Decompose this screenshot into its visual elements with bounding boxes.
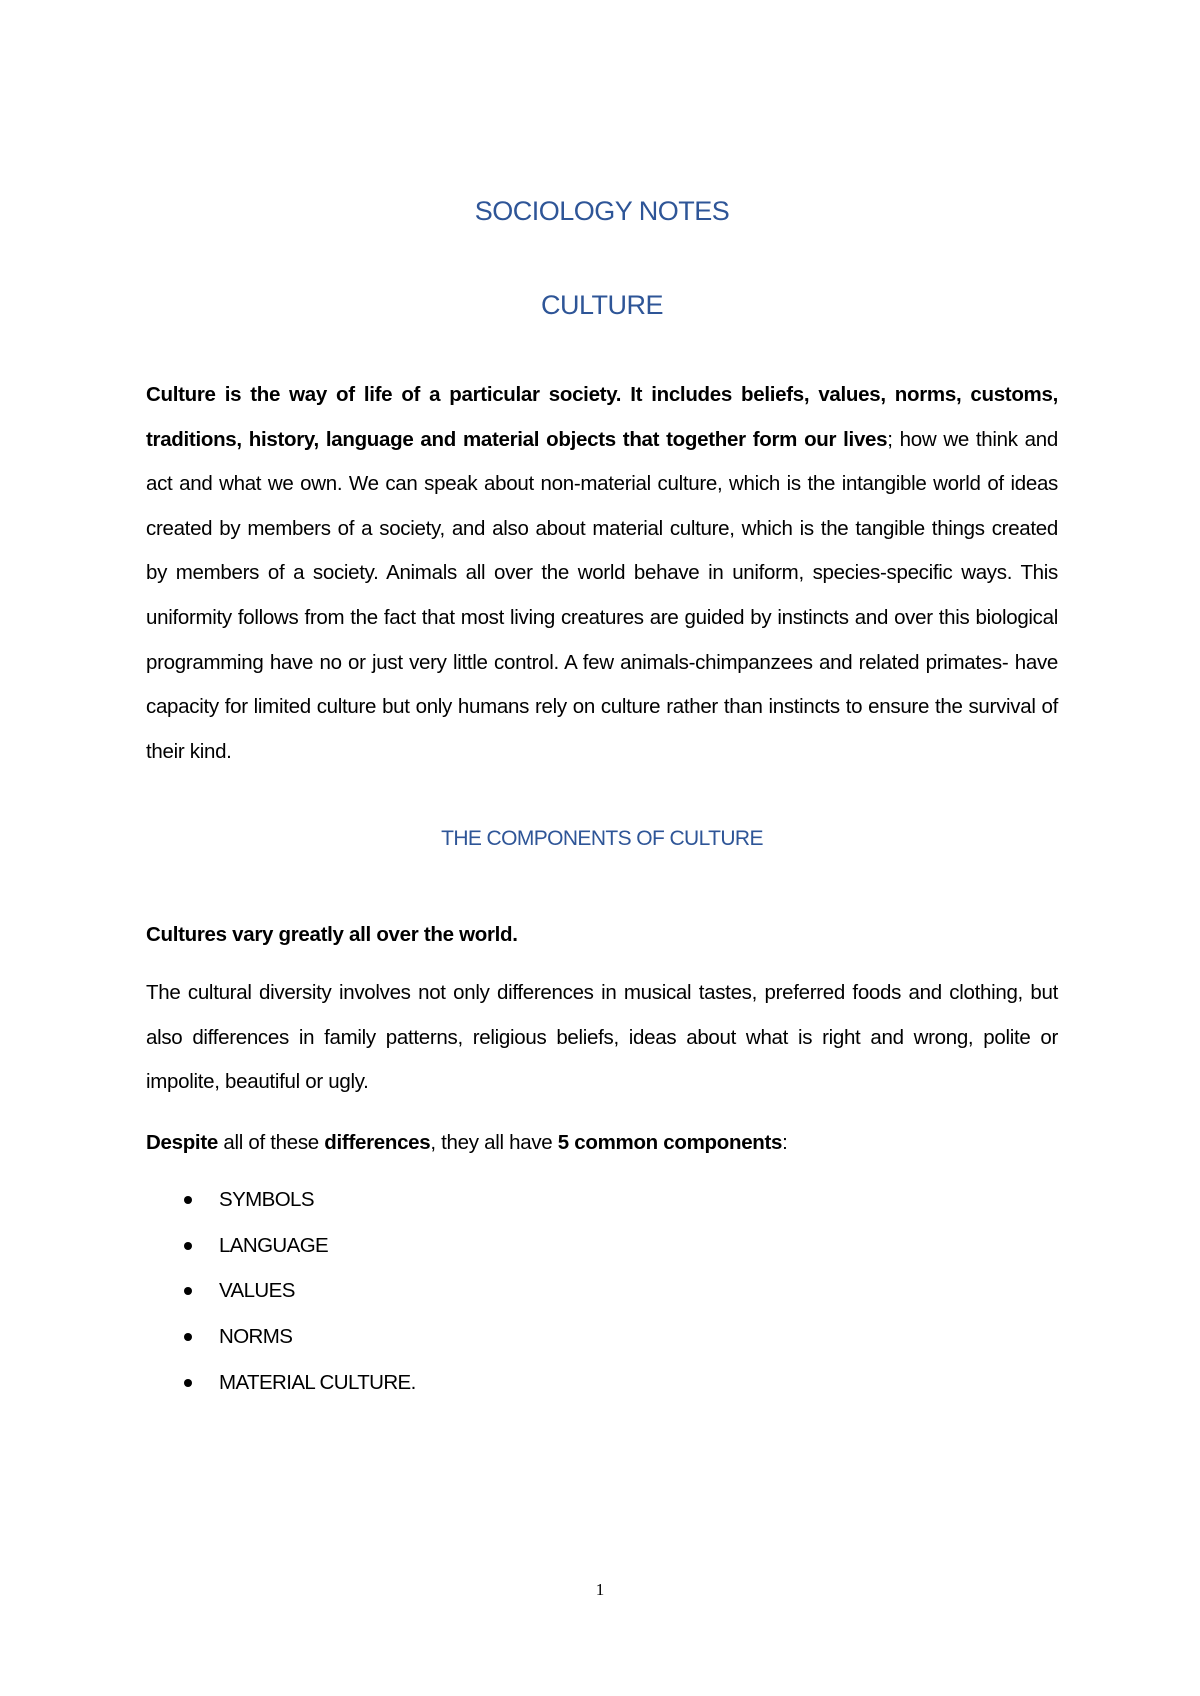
components-intro-part4: , they all have: [430, 1131, 558, 1154]
list-item: [146, 1177, 416, 1223]
intro-rest: ; how we think and act and what we own. We can speak about non-material culture, which is the intangible world of ideas created by members of a society, and also about material culture, which is the tangible things created by members of a society. Animals all over the world behave in uniform, species-specific ways. This uniformity follows from the fact that most living creatures are guided by instincts and over this biological programming have no or just very little control. A few animals-chimpanzees and related primates- have capacity for limited culture but only humans rely on culture rather than instincts to ensure the survival of their kind.: [146, 427, 1058, 763]
components-intro-part2: all of these: [217, 1131, 325, 1154]
lead-statement: Cultures vary greatly all over the world.: [146, 923, 518, 946]
bullet-icon: [184, 1287, 192, 1295]
document-subtitle: CULTURE: [540, 290, 663, 320]
list-item-label: LANGUAGE: [219, 1233, 329, 1257]
list-item-label: SYMBOLS: [219, 1188, 314, 1211]
list-item-label: NORMS: [219, 1325, 293, 1349]
list-item-label: VALUES: [219, 1279, 295, 1303]
components-intro-part1: Despite: [146, 1131, 218, 1154]
intro-bold-lead: Culture is the way of life of a particular society. It includes beliefs, values, norms, customs, traditions, history, language and material objects that together form our lives: [146, 383, 1058, 451]
components-intro-part5: 5 common components: [557, 1131, 783, 1154]
bullet-icon: [184, 1379, 192, 1387]
bullet-icon: [184, 1333, 192, 1341]
bullet-icon: [184, 1242, 192, 1250]
list-item: [146, 1314, 416, 1360]
list-item: [146, 1360, 416, 1406]
section-heading: THE COMPONENTS OF CULTURE: [441, 827, 763, 850]
intro-paragraph: [146, 373, 1058, 774]
bullet-icon: [184, 1196, 192, 1204]
page-number: 1: [595, 1580, 605, 1599]
document-title: SOCIOLOGY NOTES: [474, 196, 730, 226]
components-intro: [146, 1121, 1058, 1166]
list-item: [146, 1268, 416, 1314]
list-item: [146, 1223, 416, 1269]
diversity-paragraph: The cultural diversity involves not only differences in musical tastes, preferred foods and clothing, but also differences in family patterns, religious beliefs, ideas about what is right and wrong, polite or impolite, beautiful or ugly.: [146, 981, 1058, 1094]
components-list: [146, 1177, 416, 1405]
components-intro-part6: :: [782, 1131, 788, 1154]
components-intro-part3: differences: [324, 1131, 431, 1154]
list-item-label: MATERIAL CULTURE.: [219, 1370, 416, 1394]
